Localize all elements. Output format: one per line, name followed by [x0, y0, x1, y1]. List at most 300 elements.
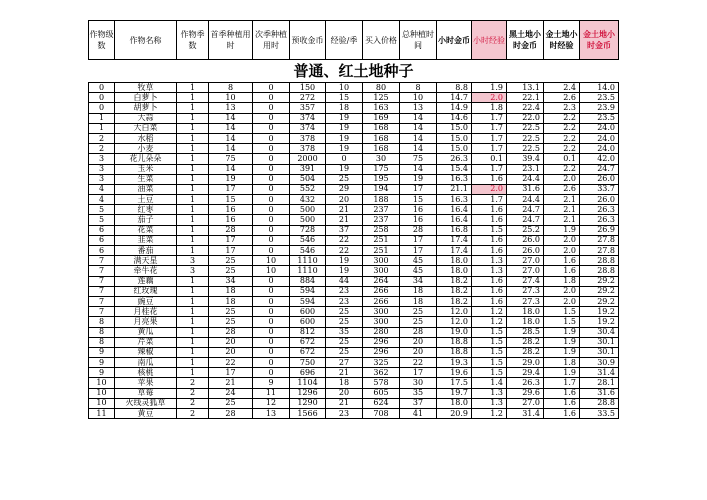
table-row — [89, 144, 619, 154]
table-cell: 0 — [253, 83, 290, 93]
table-cell: 7 — [89, 276, 115, 286]
table-row — [89, 174, 619, 184]
crop-name-cell: 土豆 — [115, 195, 177, 205]
table-cell: 1.7 — [544, 378, 580, 388]
crop-name-cell: 黄豆 — [115, 409, 177, 419]
table-cell: 22.5 — [507, 123, 544, 133]
crop-table — [88, 20, 619, 419]
crop-name-cell: 番茄 — [115, 246, 177, 256]
table-cell: 24.0 — [580, 123, 619, 133]
table-cell: 500 — [290, 215, 326, 225]
table-cell: 21 — [326, 368, 363, 378]
table-cell: 1.6 — [544, 388, 580, 398]
table-cell: 1 — [177, 327, 209, 337]
table-cell: 19.0 — [437, 327, 472, 337]
crop-name-cell: 玉米 — [115, 164, 177, 174]
table-cell: 2 — [89, 144, 115, 154]
table-cell: 35 — [326, 327, 363, 337]
table-cell: 20 — [400, 347, 437, 357]
header-cell-first-time: 首季种植用时 — [209, 21, 253, 60]
table-cell: 150 — [290, 83, 326, 93]
table-cell: 25 — [209, 398, 253, 408]
table-cell: 25 — [326, 174, 363, 184]
table-cell: 168 — [363, 144, 400, 154]
table-cell: 0 — [253, 286, 290, 296]
table-cell: 14.0 — [580, 83, 619, 93]
table-cell: 1.6 — [472, 296, 507, 306]
table-cell: 9 — [89, 347, 115, 357]
table-cell: 169 — [363, 113, 400, 123]
table-cell: 30 — [400, 378, 437, 388]
table-row — [89, 225, 619, 235]
table-cell: 17 — [209, 368, 253, 378]
table-cell: 884 — [290, 276, 326, 286]
table-cell: 1.5 — [472, 327, 507, 337]
table-cell: 28.5 — [507, 327, 544, 337]
table-cell: 0 — [253, 307, 290, 317]
table-cell: 10 — [400, 93, 437, 103]
crop-name-cell: 花儿朵朵 — [115, 154, 177, 164]
table-cell: 1.6 — [544, 409, 580, 419]
table-cell: 19 — [326, 133, 363, 143]
table-cell: 30.4 — [580, 327, 619, 337]
table-cell: 17.4 — [437, 235, 472, 245]
table-cell: 25 — [400, 317, 437, 327]
table-cell: 15 — [326, 93, 363, 103]
header-cell-seasons: 作物季数 — [177, 21, 209, 60]
table-cell: 1.7 — [472, 123, 507, 133]
header-cell-next-time: 次季种植用时 — [253, 21, 290, 60]
crop-name-cell: 火线灵狐草 — [115, 398, 177, 408]
table-cell: 20 — [209, 347, 253, 357]
table-row — [89, 266, 619, 276]
table-cell: 812 — [290, 327, 326, 337]
table-cell: 272 — [290, 93, 326, 103]
table-cell: 29 — [326, 184, 363, 194]
table-cell: 15.0 — [437, 133, 472, 143]
header-cell-coins: 预收金币 — [290, 21, 326, 60]
table-cell: 18.0 — [437, 398, 472, 408]
table-cell: 1110 — [290, 266, 326, 276]
table-cell: 17 — [209, 184, 253, 194]
table-cell: 23 — [326, 286, 363, 296]
crop-name-cell: 月亮果 — [115, 317, 177, 327]
table-cell: 28.8 — [580, 398, 619, 408]
table-cell: 0 — [89, 83, 115, 93]
crop-name-cell: 黄瓜 — [115, 327, 177, 337]
table-cell: 1 — [177, 164, 209, 174]
table-cell: 27.3 — [507, 296, 544, 306]
table-cell: 300 — [363, 256, 400, 266]
table-cell: 8 — [89, 317, 115, 327]
table-cell: 194 — [363, 184, 400, 194]
table-cell: 7 — [89, 256, 115, 266]
table-cell: 266 — [363, 286, 400, 296]
table-cell: 251 — [363, 235, 400, 245]
table-cell: 391 — [290, 164, 326, 174]
table-cell: 1 — [177, 83, 209, 93]
table-cell: 25 — [326, 307, 363, 317]
table-row — [89, 358, 619, 368]
table-cell: 1.7 — [472, 144, 507, 154]
table-cell: 552 — [290, 184, 326, 194]
crop-name-cell: 苹果 — [115, 378, 177, 388]
table-cell: 19.7 — [437, 388, 472, 398]
table-cell: 357 — [290, 103, 326, 113]
table-cell: 12 — [253, 398, 290, 408]
table-cell: 1 — [177, 276, 209, 286]
table-cell: 14 — [209, 123, 253, 133]
table-cell: 0 — [253, 113, 290, 123]
table-cell: 1.6 — [472, 286, 507, 296]
table-cell: 26.3 — [507, 378, 544, 388]
table-cell: 296 — [363, 347, 400, 357]
table-cell: 546 — [290, 246, 326, 256]
table-cell: 1 — [177, 307, 209, 317]
header-cell-gold-soil-exp: 金土地小时经验 — [544, 21, 580, 60]
table-row — [89, 215, 619, 225]
table-cell: 80 — [363, 83, 400, 93]
table-cell: 1 — [177, 317, 209, 327]
table-cell: 0 — [253, 154, 290, 164]
table-cell: 22 — [400, 358, 437, 368]
crop-name-cell: 水稻 — [115, 133, 177, 143]
table-cell: 22.5 — [507, 144, 544, 154]
table-cell: 1.8 — [544, 358, 580, 368]
table-cell: 18 — [400, 296, 437, 306]
table-cell: 25.2 — [507, 225, 544, 235]
table-cell: 594 — [290, 286, 326, 296]
table-cell: 8.8 — [437, 83, 472, 93]
table-cell: 30.1 — [580, 347, 619, 357]
crop-name-cell: 白萝卜 — [115, 93, 177, 103]
table-cell: 0 — [253, 296, 290, 306]
table-cell: 28.1 — [580, 378, 619, 388]
table-cell: 18.0 — [507, 307, 544, 317]
table-cell: 28.8 — [580, 266, 619, 276]
table-cell: 22 — [326, 246, 363, 256]
table-cell: 237 — [363, 215, 400, 225]
table-cell: 21 — [326, 205, 363, 215]
table-cell: 24.4 — [507, 195, 544, 205]
table-cell: 1566 — [290, 409, 326, 419]
table-cell: 33.5 — [580, 409, 619, 419]
table-cell: 2.2 — [544, 144, 580, 154]
table-cell: 11 — [253, 388, 290, 398]
table-cell: 0 — [253, 368, 290, 378]
table-cell: 0 — [253, 337, 290, 347]
table-cell: 29.2 — [580, 276, 619, 286]
table-cell: 35 — [400, 388, 437, 398]
table-cell: 1 — [177, 296, 209, 306]
table-cell: 378 — [290, 133, 326, 143]
table-cell: 14.6 — [437, 113, 472, 123]
table-cell: 594 — [290, 296, 326, 306]
table-cell: 18.0 — [507, 317, 544, 327]
table-cell: 17 — [209, 235, 253, 245]
table-cell: 13 — [253, 409, 290, 419]
table-cell: 18.8 — [437, 337, 472, 347]
table-cell: 45 — [400, 266, 437, 276]
table-row — [89, 296, 619, 306]
crop-name-cell: 红枣 — [115, 205, 177, 215]
table-cell: 500 — [290, 205, 326, 215]
table-cell: 1.6 — [472, 215, 507, 225]
table-cell: 28.2 — [507, 337, 544, 347]
table-cell: 8 — [89, 337, 115, 347]
table-cell: 27.8 — [580, 246, 619, 256]
table-cell: 17 — [209, 246, 253, 256]
table-cell: 13 — [400, 103, 437, 113]
table-cell: 195 — [363, 174, 400, 184]
table-cell: 42.0 — [580, 154, 619, 164]
table-cell: 18.0 — [437, 266, 472, 276]
table-cell: 18 — [326, 378, 363, 388]
table-cell: 1.5 — [472, 368, 507, 378]
table-cell: 296 — [363, 337, 400, 347]
table-cell: 0 — [253, 347, 290, 357]
table-cell: 1.9 — [544, 347, 580, 357]
table-cell: 17 — [400, 246, 437, 256]
table-cell: 29.2 — [580, 296, 619, 306]
table-cell: 0 — [253, 133, 290, 143]
crop-name-cell: 辣椒 — [115, 347, 177, 357]
table-row — [89, 113, 619, 123]
table-cell: 25 — [209, 266, 253, 276]
table-cell: 1.6 — [472, 235, 507, 245]
table-cell: 29.4 — [507, 368, 544, 378]
table-cell: 300 — [363, 266, 400, 276]
table-cell: 6 — [89, 235, 115, 245]
table-cell: 17 — [400, 235, 437, 245]
table-cell: 325 — [363, 358, 400, 368]
table-cell: 12.0 — [437, 307, 472, 317]
table-cell: 0 — [253, 174, 290, 184]
table-cell: 27.0 — [507, 398, 544, 408]
table-cell: 750 — [290, 358, 326, 368]
table-row — [89, 154, 619, 164]
table-cell: 27.0 — [507, 256, 544, 266]
table-cell: 2.4 — [544, 83, 580, 93]
table-cell: 26.0 — [507, 246, 544, 256]
table-cell: 1.5 — [544, 317, 580, 327]
table-cell: 18.2 — [437, 276, 472, 286]
table-cell: 28 — [400, 225, 437, 235]
table-row — [89, 123, 619, 133]
header-cell-black-soil-coins: 黑土地小时金币 — [507, 21, 544, 60]
table-cell: 31.4 — [507, 409, 544, 419]
table-cell: 24.7 — [507, 205, 544, 215]
table-cell: 1.6 — [544, 398, 580, 408]
table-cell: 696 — [290, 368, 326, 378]
table-cell: 29.2 — [580, 286, 619, 296]
crop-name-cell: 牵牛花 — [115, 266, 177, 276]
table-cell: 19 — [209, 174, 253, 184]
table-cell: 14 — [400, 113, 437, 123]
table-cell: 1.9 — [544, 327, 580, 337]
crop-name-cell: 茄子 — [115, 215, 177, 225]
table-cell: 10 — [253, 256, 290, 266]
table-cell: 26.3 — [437, 154, 472, 164]
table-cell: 1 — [177, 246, 209, 256]
table-cell: 1.2 — [472, 409, 507, 419]
table-cell: 1.6 — [544, 256, 580, 266]
table-cell: 16.8 — [437, 225, 472, 235]
table-cell: 1.6 — [544, 266, 580, 276]
table-cell: 1 — [177, 113, 209, 123]
table-cell: 163 — [363, 103, 400, 113]
crop-name-cell: 牧草 — [115, 83, 177, 93]
table-cell: 300 — [363, 317, 400, 327]
table-cell: 1.7 — [472, 164, 507, 174]
table-cell: 23.5 — [580, 93, 619, 103]
section-row — [89, 60, 619, 83]
table-cell: 0 — [253, 184, 290, 194]
crop-name-cell: 红玫瑰 — [115, 286, 177, 296]
table-cell: 2.6 — [544, 93, 580, 103]
table-cell: 16 — [209, 215, 253, 225]
header-cell-exp: 经验/季 — [326, 21, 363, 60]
crop-name-cell: 油菜 — [115, 184, 177, 194]
table-cell: 18 — [400, 286, 437, 296]
table-cell: 0 — [253, 93, 290, 103]
table-cell: 18 — [209, 296, 253, 306]
table-cell: 13 — [209, 103, 253, 113]
table-cell: 2.1 — [544, 195, 580, 205]
table-cell: 0 — [253, 215, 290, 225]
table-cell: 2000 — [290, 154, 326, 164]
table-cell: 10 — [253, 266, 290, 276]
table-cell: 258 — [363, 225, 400, 235]
table-cell: 374 — [290, 113, 326, 123]
table-cell: 15.4 — [437, 164, 472, 174]
header-cell-total-time: 总种植时间 — [400, 21, 437, 60]
table-cell: 7 — [89, 307, 115, 317]
table-cell: 9 — [89, 368, 115, 378]
table-cell: 19 — [326, 256, 363, 266]
table-cell: 2 — [177, 409, 209, 419]
table-row — [89, 246, 619, 256]
table-cell: 624 — [363, 398, 400, 408]
table-cell: 546 — [290, 235, 326, 245]
table-cell: 1.3 — [472, 398, 507, 408]
table-cell: 24 — [209, 388, 253, 398]
table-cell: 31.4 — [580, 368, 619, 378]
table-cell: 3 — [89, 164, 115, 174]
table-cell: 2.2 — [544, 123, 580, 133]
table-cell: 2 — [177, 388, 209, 398]
table-cell: 15.0 — [437, 123, 472, 133]
table-cell: 1 — [89, 123, 115, 133]
table-cell: 31.6 — [580, 388, 619, 398]
table-row — [89, 398, 619, 408]
table-cell: 14 — [209, 113, 253, 123]
table-cell: 125 — [363, 93, 400, 103]
table-cell: 20 — [326, 195, 363, 205]
table-cell: 1296 — [290, 388, 326, 398]
table-cell: 23.9 — [580, 103, 619, 113]
table-cell: 33.7 — [580, 184, 619, 194]
table-cell: 27.8 — [580, 235, 619, 245]
table-cell: 1 — [177, 225, 209, 235]
table-cell: 19.6 — [437, 368, 472, 378]
table-cell: 0 — [253, 327, 290, 337]
table-cell: 1 — [177, 154, 209, 164]
table-cell: 1 — [177, 103, 209, 113]
table-cell: 1 — [177, 337, 209, 347]
table-cell: 7 — [89, 266, 115, 276]
table-cell: 30 — [363, 154, 400, 164]
table-cell: 25 — [326, 337, 363, 347]
table-cell: 2.0 — [544, 296, 580, 306]
table-row — [89, 388, 619, 398]
table-cell: 3 — [89, 174, 115, 184]
table-cell: 19 — [400, 174, 437, 184]
table-cell: 19.2 — [580, 307, 619, 317]
table-cell: 26.0 — [507, 235, 544, 245]
table-row — [89, 327, 619, 337]
table-row — [89, 256, 619, 266]
table-cell: 11 — [89, 409, 115, 419]
table-row — [89, 368, 619, 378]
table-cell: 20 — [209, 337, 253, 347]
crop-name-cell: 月桂花 — [115, 307, 177, 317]
table-cell: 1 — [177, 347, 209, 357]
crop-name-cell: 莲藕 — [115, 276, 177, 286]
table-cell: 28 — [209, 225, 253, 235]
table-cell: 1 — [177, 286, 209, 296]
table-cell: 1.7 — [472, 133, 507, 143]
table-cell: 24.0 — [580, 144, 619, 154]
table-cell: 362 — [363, 368, 400, 378]
table-cell: 1.3 — [472, 388, 507, 398]
table-cell: 1.9 — [472, 83, 507, 93]
table-cell: 18.2 — [437, 286, 472, 296]
crop-name-cell: 花菜 — [115, 225, 177, 235]
table-cell: 19 — [326, 123, 363, 133]
table-cell: 1.4 — [472, 378, 507, 388]
table-cell: 708 — [363, 409, 400, 419]
table-cell: 0 — [253, 164, 290, 174]
table-cell: 2.3 — [544, 103, 580, 113]
table-cell: 2.0 — [472, 184, 507, 194]
crop-name-cell: 芹菜 — [115, 337, 177, 347]
table-cell: 3 — [177, 266, 209, 276]
table-cell: 2.2 — [544, 113, 580, 123]
table-cell: 16.4 — [437, 205, 472, 215]
table-cell: 2.1 — [544, 205, 580, 215]
table-cell: 1 — [177, 93, 209, 103]
table-cell: 432 — [290, 195, 326, 205]
table-cell: 237 — [363, 205, 400, 215]
table-cell: 1.9 — [544, 337, 580, 347]
table-cell: 4 — [89, 195, 115, 205]
table-cell: 10 — [209, 93, 253, 103]
table-cell: 8 — [89, 327, 115, 337]
table-cell: 2.2 — [544, 164, 580, 174]
table-row — [89, 409, 619, 419]
section-title: 普通、红土地种子 — [89, 60, 619, 83]
table-cell: 1 — [177, 144, 209, 154]
table-cell: 0.1 — [472, 154, 507, 164]
crop-name-cell: 生菜 — [115, 174, 177, 184]
table-cell: 0 — [253, 246, 290, 256]
table-cell: 17 — [400, 184, 437, 194]
table-row — [89, 164, 619, 174]
table-cell: 10 — [89, 388, 115, 398]
table-cell: 3 — [89, 154, 115, 164]
table-cell: 1.9 — [544, 225, 580, 235]
